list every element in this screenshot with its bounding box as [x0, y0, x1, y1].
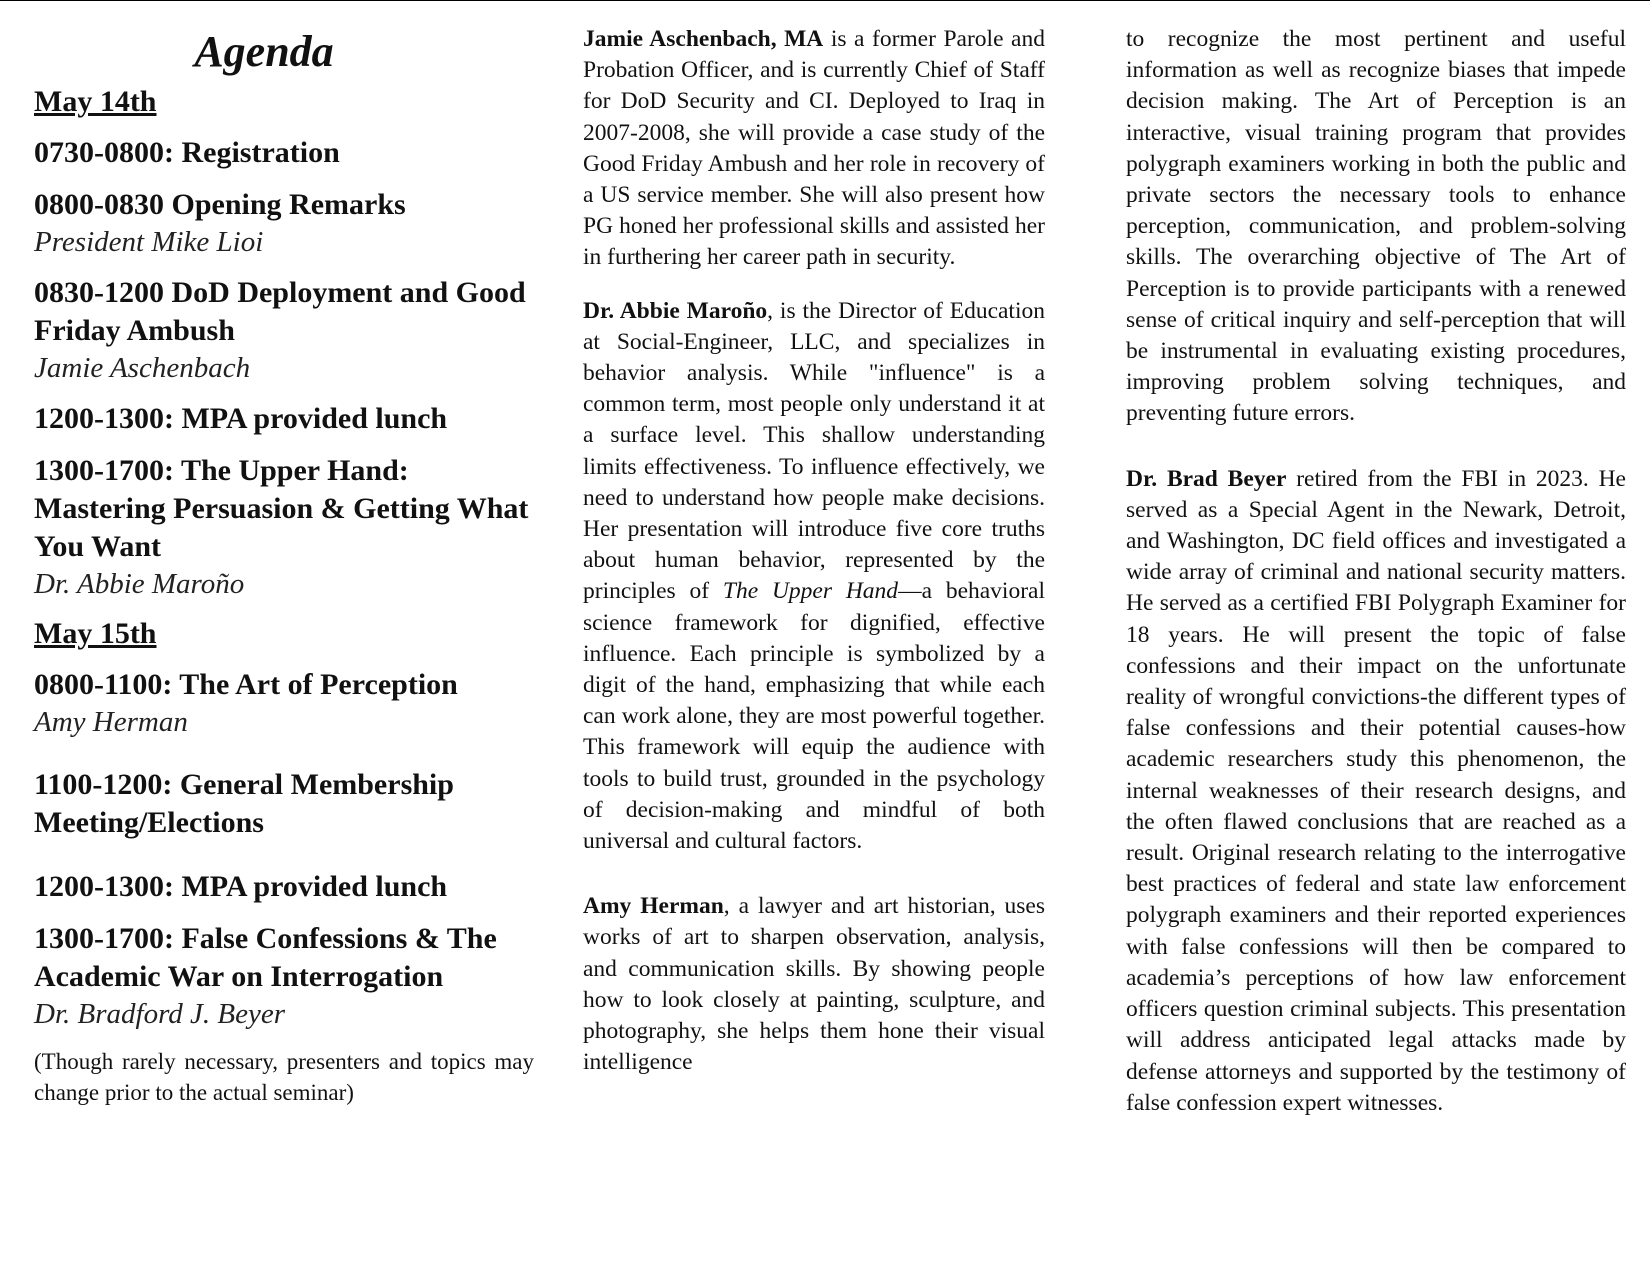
agenda-item-title: 1300-1700: False Confessions & The Academic War on Interrogation [34, 922, 497, 993]
agenda-item-title: 1100-1200: General Membership Meeting/Elections [34, 768, 454, 839]
bio-text: to recognize the most pertinent and useful information as well as recognize biases that impede decision making. The Art of Perception is an interactive, visual training program that provides polygraph examiners working in both the public and private sectors the necessary tools to enhance perception, communication, and problem-solving skills. The overarching objective of The Art of Perception is to provide participants with a renewed sense of critical inquiry and self-perception that will be instrumental in evaluating existing procedures, improving problem solving techniques, and preventing future errors. [1126, 26, 1626, 427]
bio-column-middle [583, 24, 1045, 1101]
day-heading: May 14th [34, 85, 157, 118]
bio-herman-continued [1126, 24, 1626, 430]
agenda-item-title: 0800-0830 Opening Remarks [34, 188, 406, 221]
bio-text: , is the Director of Education at Social-Engineer, LLC, and specializes in behavior analysis. While "influence" is a common term, most people only understand it at a surface level. This shallow understanding limits effectiveness. To influence effectively, we need to understand how people make decisions. Her presentation will introduce five core truths about human behavior, represented by the principles of [583, 297, 1045, 605]
bio-text: , a lawyer and art historian, uses works of art to sharpen observation, analysis, and communication skills. By showing people how to look closely at painting, sculpture, and photography, she helps them hone their visual intelligence [583, 893, 1045, 1076]
agenda-item [34, 868, 534, 906]
bio-emphasis: The Upper Hand [722, 578, 899, 605]
bio-column-right [1126, 24, 1626, 1141]
agenda-item-title: 0800-1100: The Art of Perception [34, 668, 458, 701]
agenda-item [34, 766, 534, 842]
agenda-item [34, 452, 534, 602]
disclaimer-note: (Though rarely necessary, presenters and topics may change prior to the actual seminar) [34, 1049, 534, 1105]
bio-marono [583, 296, 1045, 858]
bio-text: retired from the FBI in 2023. He served as a Special Agent in the Newark, Detroit, and Washington, DC field offices and investigated a wide array of criminal and national security matters. He served as a certified FBI Polygraph Examiner for 18 years. He will present the topic of false confessions and their impact on the unfortunate reality of wrongful convictions-the different types of false confessions and their potential causes-how academic researchers study this phenomenon, the internal weaknesses of their research designs, and the often flawed conclusions that are reached as a result. Original research relating to the interrogative best practices of federal and state law enforcement polygraph examiners and their reported experiences with false confessions will then be compared to academia’s perceptions of how law enforcement officers question criminal subjects. This presentation will address anticipated legal attacks made by defense attorneys and supported by the testimony of false confession expert witnesses. [1126, 465, 1626, 1116]
day-heading: May 15th [34, 617, 157, 650]
bio-name: Dr. Abbie Maroño [583, 297, 768, 324]
bio-name: Dr. Brad Beyer [1126, 465, 1287, 492]
bio-aschenbach [583, 24, 1045, 274]
agenda-item-title: 1200-1300: MPA provided lunch [34, 402, 448, 435]
agenda-item-presenter: Jamie Aschenbach [34, 352, 251, 384]
agenda-item-presenter: Dr. Abbie Maroño [34, 568, 245, 600]
agenda-item [34, 274, 534, 386]
agenda-item [34, 400, 534, 438]
bio-text: is a former Parole and Probation Officer, and is currently Chief of Staff for DoD Security and CI. Deployed to Iraq in 2007-2008, she will provide a case study of the Good Friday Ambush and her role in recovery of a US service member. She will also present how PG honed her professional skills and assisted her in furthering her career path in security. [583, 26, 1045, 271]
agenda-item [34, 666, 534, 740]
agenda-item-presenter: Amy Herman [34, 706, 188, 738]
agenda-item-title: 0830-1200 DoD Deployment and Good Friday Ambush [34, 276, 526, 347]
agenda-item [34, 920, 534, 1032]
bio-name: Jamie Aschenbach, MA [583, 26, 824, 52]
agenda-item [34, 186, 534, 260]
top-border [0, 0, 1650, 1]
bio-herman [583, 891, 1045, 1078]
bio-text: —a behavioral science framework for dignified, effective influence. Each principle is symbolized by a digit of the hand, emphasizing that while each can work alone, they are most powerful together. This framework will equip the audience with tools to build trust, grounded in the psychology of decision-making and mindful of both universal and cultural factors. [583, 578, 1045, 855]
bio-beyer [1126, 464, 1626, 1119]
agenda-item-title: 0730-0800: Registration [34, 136, 340, 169]
agenda-item-title: 1200-1300: MPA provided lunch [34, 870, 448, 903]
agenda-item-presenter: President Mike Lioi [34, 226, 264, 258]
agenda-item-presenter: Dr. Bradford J. Beyer [34, 998, 286, 1030]
bio-name: Amy Herman [583, 893, 724, 920]
agenda-title: Agenda [194, 27, 334, 76]
agenda-item-title: 1300-1700: The Upper Hand: Mastering Persuasion & Getting What You Want [34, 454, 529, 563]
agenda-item [34, 134, 534, 172]
agenda-column [34, 24, 534, 1108]
